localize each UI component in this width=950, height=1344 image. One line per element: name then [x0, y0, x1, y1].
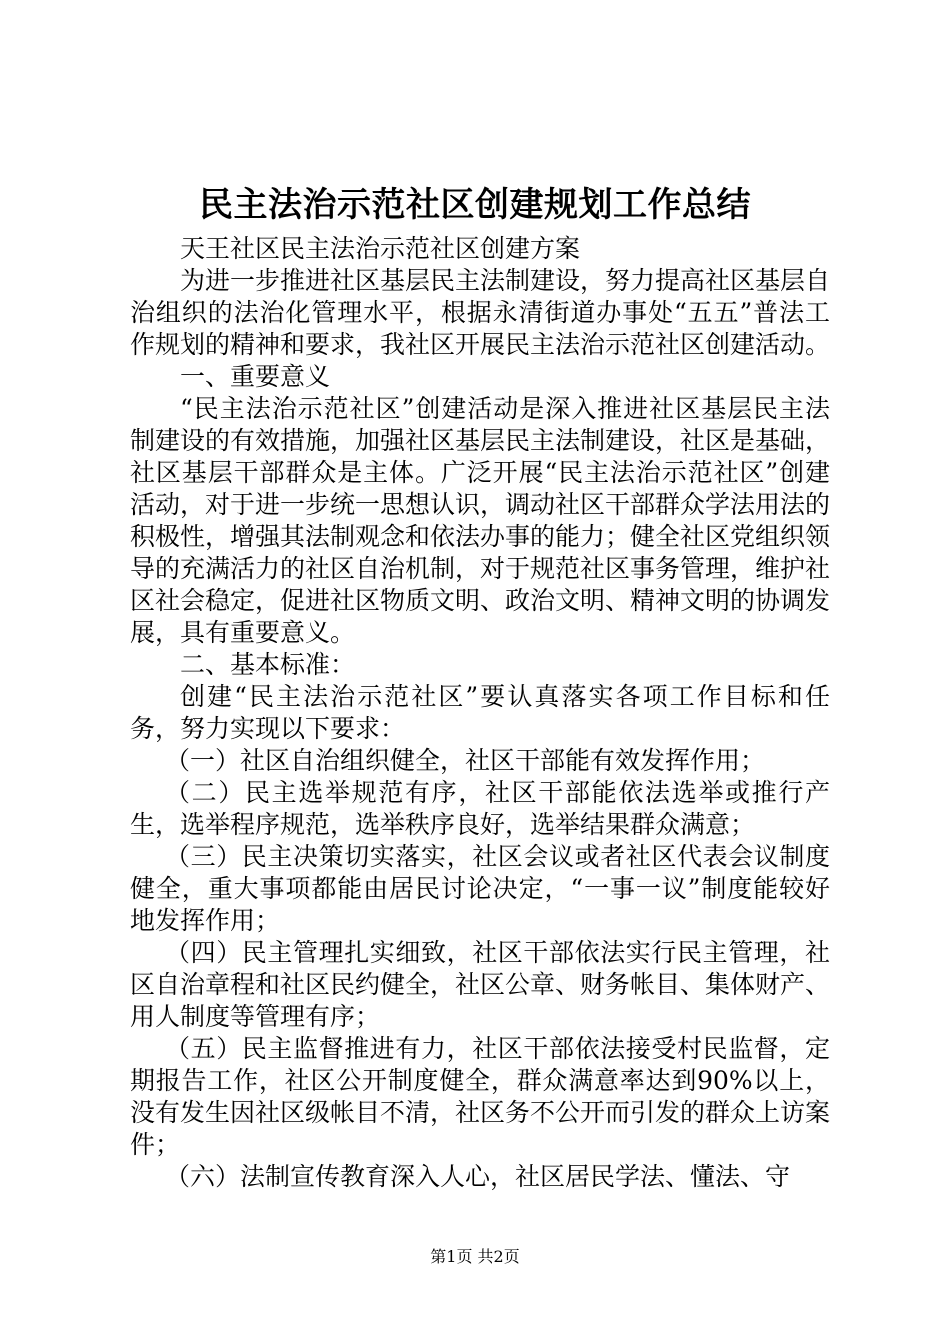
paragraph-importance: “民主法治示范社区”创建活动是深入推进社区基层民主法制建设的有效措施，加强社区基层民主法制建设，社区是基础，社区基层干部群众是主体。广泛开展“民主法治示范社区”创建活动，对于进一步统一思想认识，调动社区干部群众学法用法的积极性，增强其法制观念和依法办事的能力；健全社区党组织领导的充满活力的社区自治机制，对于规范社区事务管理，维护社区社会稳定，促进社区物质文明、政治文明、精神文明的协调发展，具有重要意义。 — [130, 394, 831, 647]
page-number-footer: 第1页 共2页 — [430, 1247, 520, 1266]
section-heading-standards: 二、基本标准： — [180, 650, 356, 679]
paragraph-intro: 为进一步推进社区基层民主法制建设，努力提高社区基层自治组织的法治化管理水平，根据永清街道办事处“五五”普法工作规划的精神和要求，我社区开展民主法治示范社区创建活动。 — [130, 266, 831, 359]
list-item-2: （二）民主选举规范有序，社区干部能依法选举或推行产生，选举程序规范，选举秩序良好，选举结果群众满意； — [130, 778, 830, 839]
paragraph-standards-intro: 创建“民主法治示范社区”要认真落实各项工作目标和任务，努力实现以下要求： — [130, 682, 830, 743]
list-item-1: （一）社区自治组织健全，社区干部能有效发挥作用； — [165, 746, 766, 775]
document-body — [130, 233, 830, 1193]
list-item-3: （三）民主决策切实落实，社区会议或者社区代表会议制度健全，重大事项都能由居民讨论决定，“一事一议”制度能较好地发挥作用； — [130, 842, 830, 935]
list-item-4: （四）民主管理扎实细致，社区干部依法实行民主管理，社区自治章程和社区民约健全，社区公章、财务帐目、集体财产、用人制度等管理有序； — [130, 938, 831, 1031]
paragraph-subtitle: 天王社区民主法治示范社区创建方案 — [180, 234, 581, 263]
section-heading-importance: 一、重要意义 — [180, 362, 331, 391]
list-item-6: （六）法制宣传教育深入人心，社区居民学法、懂法、守 — [165, 1162, 791, 1191]
list-item-5: （五）民主监督推进有力，社区干部依法接受村民监督，定期报告工作，社区公开制度健全，群众满意率达到90%以上，没有发生因社区级帐目不清，社区务不公开而引发的群众上访案件； — [130, 1034, 831, 1159]
document-title: 民主法治示范社区创建规划工作总结 — [199, 185, 751, 225]
